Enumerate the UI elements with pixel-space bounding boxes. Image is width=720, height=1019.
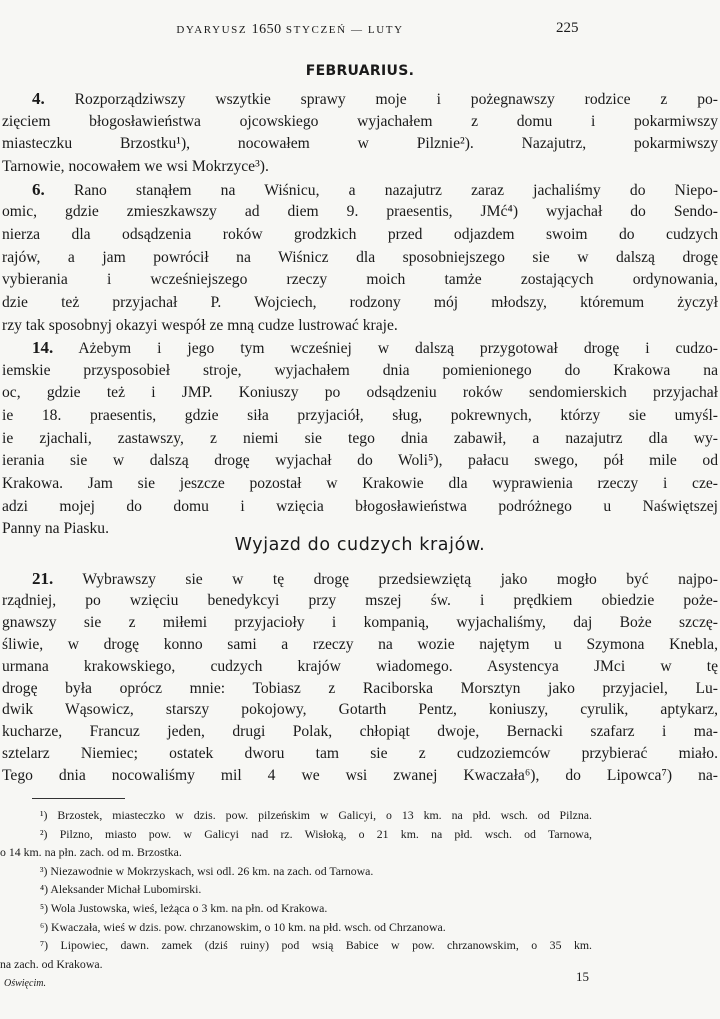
line-text: iemskie przysposobieł stroje, wyjachałem dnia pomienionego do Krakowa na bbox=[2, 361, 718, 379]
line-text: dwik Wąsowicz, starszy pokojowy, Gotarth Pentz, koniuszy, cyrulik, aptykarz, bbox=[2, 701, 718, 719]
text-line bbox=[0, 568, 720, 592]
line-text: dzie też przyjachał P. Wojciech, rodzony mój młodszy, któremum życzył bbox=[2, 293, 718, 311]
line-text: urmana krakowskiego, cudzych krajów wiadomego. Asystencya JMci w tę bbox=[2, 657, 718, 675]
footnote bbox=[0, 937, 720, 955]
running-head bbox=[140, 22, 440, 38]
line-text: kucharze, Francuz jeden, drugi Polak, chłopiąt dwoje, Bernacki szafarz i ma- bbox=[2, 723, 718, 741]
text-line bbox=[0, 743, 720, 767]
line-text: zięciem błogosławieństwa ojcowskiego wyjachałem z domu i pokarmiwszy bbox=[2, 112, 718, 130]
text-line bbox=[0, 315, 720, 339]
running-head-post: STYCZEŃ — LUTY bbox=[285, 24, 404, 36]
text-line bbox=[0, 382, 720, 406]
text-line bbox=[0, 496, 720, 520]
line-text: śliwie, w drogę konno sami a rzeczy na wozie najętym u Szymona Knebla, bbox=[2, 635, 718, 653]
text-line bbox=[0, 201, 720, 225]
line-text: Tego dnia nocowaliśmy mil 4 we wsi zwanej Kwaczała⁶), do Lipowca⁷) na- bbox=[2, 767, 718, 785]
line-text: Rozporządziwszy wszytkie sprawy moje i pożegnawszy rodzice z po- bbox=[74, 91, 718, 108]
line-text: ie 18. praesentis, gdzie siła przyjaciół, sług, pokrewnych, którzy sie umyśl- bbox=[2, 407, 718, 425]
text-line bbox=[0, 450, 720, 474]
line-text: rajów, a jam powrócił na Wiśnicz dla sposobniejszego sie w dalszą drogę bbox=[2, 248, 718, 266]
footnote bbox=[0, 844, 720, 862]
entry-day-number: 6. bbox=[32, 179, 45, 199]
section-title: FEBRUARIUS. bbox=[305, 63, 415, 79]
line-text: Ażebym i jego tym wcześniej w dalszą przygotował drogę i cudzo- bbox=[78, 340, 718, 358]
footnote-text: o 14 km. na płn. zach. od m. Brzostka. bbox=[0, 845, 182, 860]
footnote bbox=[0, 807, 720, 825]
line-text: Wybrawszy sie w tę drogę przedsiewziętą jako mogło być najpo- bbox=[82, 571, 718, 588]
footnote-text: ⁴) Aleksander Michał Lubomirski. bbox=[40, 882, 202, 897]
footnote bbox=[0, 900, 720, 918]
footnote-text: ⁵) Wola Justowska, wieś, leżąca o 3 km. na płn. od Krakowa. bbox=[40, 901, 328, 915]
footnote bbox=[0, 863, 720, 881]
footnote-text: ⁶) Kwaczała, wieś w dzis. pow. chrzanowskim, o 10 km. na płd. wsch. od Chrzanowa. bbox=[40, 919, 446, 934]
entry-day-number: 4. bbox=[32, 89, 45, 108]
footnote-text: ³) Niezawodnie w Mokrzyskach, wsi odl. 26 km. na zach. od Tarnowa. bbox=[40, 863, 374, 878]
text-line bbox=[0, 156, 720, 180]
footnote bbox=[0, 919, 720, 937]
line-text: omic, gdzie zmieszkawszy ad diem 9. praesentis, JMć⁴) wyjachał do Sendo- bbox=[2, 203, 718, 221]
line-text: Krakowa. Jam sie jeszcze pozostał w Krakowie dla wyprawienia rzeczy i cze- bbox=[2, 475, 718, 493]
text-line bbox=[0, 88, 720, 112]
subheading: Wyjazd do cudzych krajów. bbox=[234, 535, 486, 555]
text-line bbox=[0, 721, 720, 745]
running-header bbox=[0, 20, 720, 44]
footnote-text: ²) Pilzno, miasto pow. w Galicyi nad rz. Wisłoką, o 21 km. na płd. wsch. od Tarnowa, bbox=[40, 826, 592, 841]
text-line bbox=[0, 179, 720, 203]
line-text: rzy tak sposobnyj okazyi wespół ze mną cudze lustrować kraje. bbox=[2, 316, 398, 334]
text-line bbox=[0, 360, 720, 384]
line-text: adzi mojej do domu i wzięcia błogosławieństwa podróżnego u Naświętszej bbox=[2, 497, 718, 515]
line-text: nierza dla odsądzenia roków grodzkich przed odjazdem swoim do cudzych bbox=[2, 225, 718, 243]
sheet-number: 15 bbox=[576, 969, 589, 984]
line-text: oc, gdzie też i JMP. Koniuszy po odsądzeniu roków sendomierskich przyjachał bbox=[2, 384, 718, 402]
footnote-text: na zach. od Krakowa. bbox=[0, 956, 103, 971]
text-line bbox=[0, 699, 720, 723]
line-text: sztelarz Niemiec; ostatek dworu tam sie z cudzoziemców przybierać miało. bbox=[2, 745, 718, 763]
text-line bbox=[0, 612, 720, 636]
running-head-pre: DYARYUSZ bbox=[176, 24, 248, 36]
text-line bbox=[0, 765, 720, 789]
line-text: Rano stanąłem na Wiśnicu, a nazajutrz zaraz jachaliśmy do Niepo- bbox=[73, 181, 718, 199]
text-line bbox=[0, 133, 720, 157]
line-text: Tarnowie, nocowałem we wsi Mokrzyce³). bbox=[2, 157, 269, 175]
footnote-text: ¹) Brzostek, miasteczko w dzis. pow. pilzeńskim w Galicyi, o 13 km. na płd. wsch. od Pilzna. bbox=[40, 808, 592, 822]
text-line bbox=[0, 678, 720, 702]
footnote bbox=[0, 956, 720, 974]
line-text: gnawszy sie z miłemi przyjacioły i kompanią, wyjachaliśmy, daj Boże szczę- bbox=[2, 613, 718, 631]
text-line bbox=[0, 247, 720, 271]
text-line bbox=[0, 111, 720, 135]
running-head-year: 1650 bbox=[251, 22, 282, 37]
footnote bbox=[0, 826, 720, 844]
printer-signature: Oświęcim. bbox=[4, 978, 46, 989]
text-line bbox=[0, 473, 720, 497]
entry-day-number: 21. bbox=[32, 569, 54, 588]
text-line bbox=[0, 634, 720, 658]
footnote bbox=[0, 881, 720, 899]
line-text: ierania sie w dalszą drogę wyjachał do Woli⁵), pałacu swego, pół mile od bbox=[2, 452, 718, 470]
line-text: miasteczku Brzostku¹), nocowałem w Pilznie²). Nazajutrz, pokarmiwszy bbox=[2, 135, 718, 153]
line-text: vybierania i wcześniejszego rzeczy moich tamże zostających ordynowania, bbox=[2, 271, 718, 289]
footnote-rule bbox=[32, 798, 125, 799]
text-line bbox=[0, 656, 720, 680]
line-text: ie zjachali, zastawszy, z niemi sie tego dnia zabawił, a nazajutrz dla wy- bbox=[2, 429, 718, 447]
text-line bbox=[0, 224, 720, 248]
footnote-text: ⁷) Lipowiec, dawn. zamek (dziś ruiny) pod wsią Babice w pow. chrzanowskim, o 35 km. bbox=[40, 938, 592, 953]
text-line bbox=[0, 292, 720, 316]
line-text: Panny na Piasku. bbox=[2, 520, 109, 538]
text-line bbox=[0, 269, 720, 293]
entry-day-number: 14. bbox=[32, 338, 54, 358]
text-line bbox=[0, 428, 720, 452]
line-text: rządniej, po wzięciu benedykcyi przy mszej św. i prędkiem obiedzie poże- bbox=[2, 591, 718, 609]
text-line bbox=[0, 405, 720, 429]
page-number: 225 bbox=[556, 20, 579, 36]
line-text: drogę była oprócz mnie: Tobiasz z Raciborska Morsztyn jako przyjaciel, Lu- bbox=[2, 679, 718, 697]
text-line bbox=[0, 590, 720, 614]
text-line bbox=[0, 337, 720, 361]
